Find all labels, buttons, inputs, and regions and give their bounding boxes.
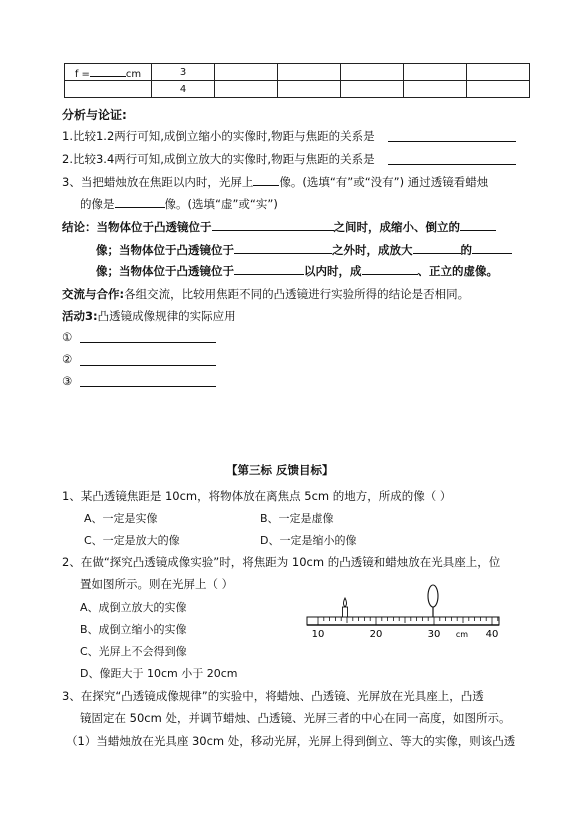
table-cell[interactable] [467, 64, 530, 81]
q2-option-c[interactable]: C、光屏上不会得到像 [80, 645, 187, 658]
analysis-q1-text: 1.比较1.2两行可知,成倒立缩小的实像时,物距与焦距的关系是 [62, 129, 375, 143]
conclusion-blank[interactable] [460, 219, 496, 231]
q1-option-d[interactable]: D、一定是缩小的像 [260, 534, 357, 547]
table-cell[interactable] [404, 81, 467, 98]
answer-marker-1: ① [62, 330, 73, 344]
conclusion-text: 像；当物体位于凸透镜位于 [96, 243, 234, 257]
activity3-line [62, 308, 236, 324]
answer-blank-2[interactable] [80, 365, 216, 366]
conclusion-line2 [96, 242, 512, 258]
table-cell[interactable] [467, 81, 530, 98]
table-row [65, 81, 530, 98]
question-2-stem-line1: 2、在做“探究凸透镜成像实验”时，将焦距为 10cm 的凸透镜和蜡烛放在光具座上，位 [62, 555, 501, 569]
conclusion-text: 之外时，成放大 [332, 243, 413, 257]
answer-blank-1[interactable] [80, 342, 216, 343]
row-number: 3 [152, 64, 215, 81]
analysis-q1 [62, 128, 375, 144]
row-number: 4 [152, 81, 215, 98]
q1-option-a[interactable]: A、一定是实像 [84, 512, 158, 525]
candle-icon [343, 598, 348, 617]
analysis-q3-text: 像。(选填“有”或“没有”) 通过透镜看蜡烛 [279, 175, 489, 189]
answer-marker-3: ③ [62, 374, 73, 388]
table-cell [65, 81, 152, 98]
exchange-label: 交流与合作: [62, 287, 125, 301]
analysis-q1-blank[interactable] [388, 141, 516, 142]
conclusion-text: 结论：当物体位于凸透镜位于 [62, 220, 212, 234]
q1-option-b[interactable]: B、一定是虚像 [260, 512, 334, 525]
analysis-q3-line2 [80, 196, 278, 212]
question-3-stem-line2: 镜固定在 50cm 处，并调节蜡烛、凸透镜、光屏三者的中心在同一高度，如图所示。 [80, 711, 511, 725]
q2-option-a[interactable]: A、成倒立放大的实像 [80, 601, 187, 614]
table-row [65, 64, 530, 81]
table-cell[interactable] [404, 64, 467, 81]
conclusion-text: 的 [460, 243, 472, 257]
conclusion-blank[interactable] [472, 242, 512, 254]
activity3-text: 凸透镜成像规律的实际应用 [97, 309, 236, 323]
analysis-q3-blank-1[interactable] [253, 174, 279, 186]
analysis-heading: 分析与论证: [62, 108, 127, 122]
analysis-q2-text: 2.比较3.4两行可知,成倒立放大的实像时,物距与焦距的关系是 [62, 152, 375, 166]
answer-marker-2: ② [62, 352, 73, 366]
activity3-label: 活动3: [62, 309, 98, 323]
tick-label: 40 [485, 629, 499, 640]
question-3-sub1: （1）当蜡烛放在光具座 30cm 处，移动光屏，光屏上得到倒立、等大的实像，则该凸透 [66, 734, 516, 748]
analysis-q2-blank[interactable] [388, 164, 516, 165]
focal-length-blank[interactable] [90, 65, 126, 77]
conclusion-line1 [62, 219, 496, 235]
conclusion-blank[interactable] [362, 263, 418, 275]
optical-bench-figure [304, 583, 504, 643]
analysis-q3-blank-2[interactable] [115, 196, 165, 208]
exchange-text: 各组交流，比较用焦距不同的凸透镜进行实验所得的结论是否相同。 [124, 287, 470, 301]
f-label: f = [74, 68, 90, 80]
convex-lens-icon [428, 585, 438, 617]
f-unit: cm [125, 68, 142, 80]
question-1-stem: 1、某凸透镜焦距是 10cm，将物体放在离焦点 5cm 的地方，所成的像（ ） [62, 489, 452, 503]
table-cell[interactable] [215, 81, 278, 98]
table-cell[interactable] [278, 64, 341, 81]
answer-blank-3[interactable] [80, 386, 216, 387]
focal-length-cell [65, 64, 152, 81]
analysis-q3-text: 的像是 [80, 197, 115, 211]
tick-label: 30 [427, 629, 441, 640]
conclusion-line3 [96, 263, 498, 279]
analysis-q3-text: 像。(选填“虚”或“实”) [164, 197, 278, 211]
analysis-q3-text: 3、当把蜡烛放在焦距以内时，光屏上 [62, 175, 254, 189]
table-cell[interactable] [215, 64, 278, 81]
conclusion-text: 以内时，成 [304, 264, 362, 278]
data-table [64, 63, 530, 98]
section-title: 【第三标 反馈目标】 [226, 463, 334, 477]
conclusion-text: 、正立的虚像。 [417, 264, 498, 278]
conclusion-text: 之间时，成缩小、倒立的 [333, 220, 460, 234]
tick-label: 10 [311, 629, 325, 640]
table-cell[interactable] [341, 81, 404, 98]
unit-label: cm [455, 630, 469, 639]
conclusion-blank[interactable] [413, 242, 461, 254]
conclusion-blank[interactable] [234, 242, 332, 254]
question-2-stem-line2: 置如图所示。则在光屏上（ ） [80, 577, 234, 591]
table-cell[interactable] [341, 64, 404, 81]
q2-option-d[interactable]: D、像距大于 10cm 小于 20cm [80, 667, 238, 680]
analysis-q2 [62, 151, 375, 167]
analysis-q3-line1 [62, 174, 488, 190]
tick-label: 20 [369, 629, 383, 640]
q1-option-c[interactable]: C、一定是放大的像 [84, 534, 180, 547]
conclusion-blank[interactable] [212, 219, 334, 231]
question-3-stem-line1: 3、在探究“凸透镜成像规律”的实验中，将蜡烛、凸透镜、光屏放在光具座上，凸透 [62, 689, 484, 703]
exchange-line [62, 286, 469, 302]
q2-option-b[interactable]: B、成倒立缩小的实像 [80, 623, 187, 636]
optical-bench-svg [304, 583, 504, 643]
conclusion-text: 像；当物体位于凸透镜位于 [96, 264, 234, 278]
conclusion-blank[interactable] [234, 263, 304, 275]
table-cell[interactable] [278, 81, 341, 98]
